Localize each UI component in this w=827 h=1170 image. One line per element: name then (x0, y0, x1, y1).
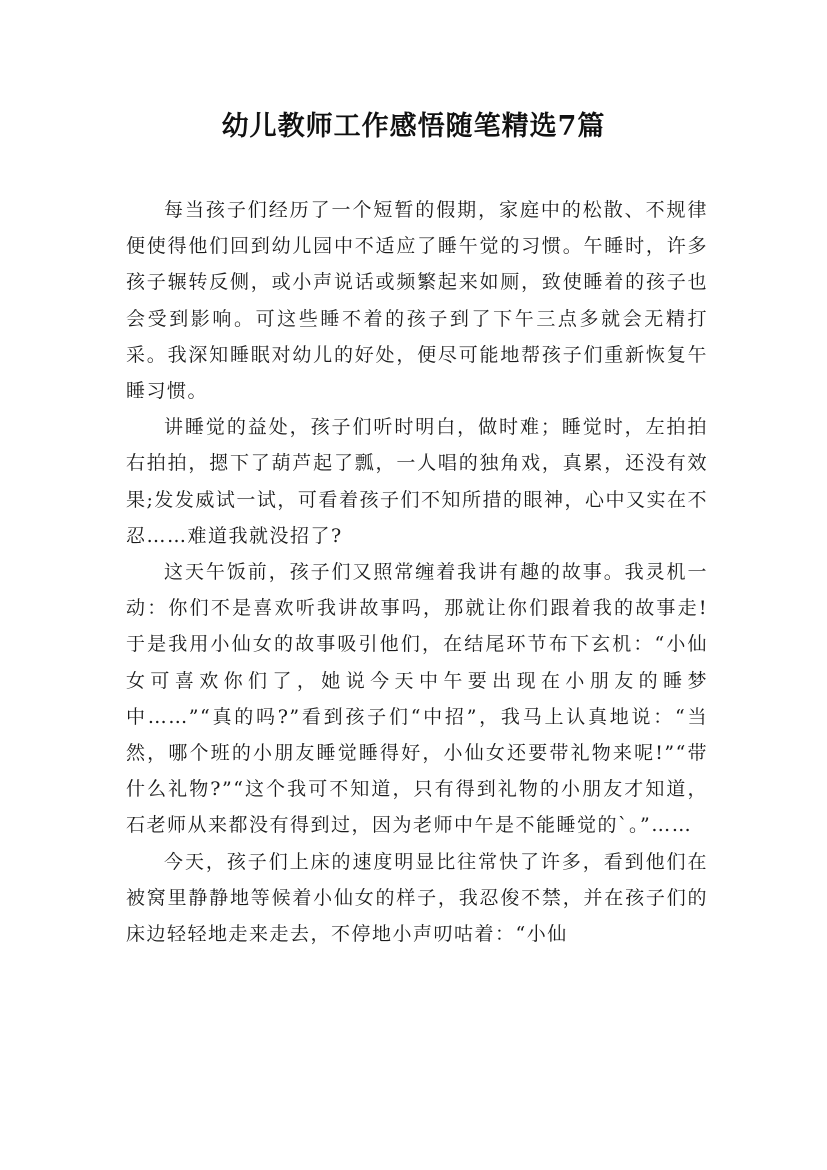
document-title: 幼儿教师工作感悟随笔精选7篇 (221, 111, 606, 142)
paragraph: 今天，孩子们上床的速度明显比往常快了许多，看到他们在被窝里静静地等候着小仙女的样子，我忍俊不禁，并在孩子们的床边轻轻地走来走去，不停地小声叨咕着：“小仙 (126, 850, 708, 946)
paragraph: 这天午饭前，孩子们又照常缠着我讲有趣的故事。我灵机一动：你们不是喜欢听我讲故事吗，那就让你们跟着我的故事走!于是我用小仙女的故事吸引他们，在结尾环节布下玄机：“小仙女可喜欢你们了，她说今天中午要出现在小朋友的睡梦中……”“真的吗?”看到孩子们“中招”，我马上认真地说：“当然，哪个班的小朋友睡觉睡得好，小仙女还要带礼物来呢!”“带什么礼物?”“这个我可不知道，只有得到礼物的小朋友才知道，石老师从来都没有得到过，因为老师中午是不能睡觉的`。”…… (126, 561, 708, 837)
document-body (126, 192, 708, 952)
paragraph: 每当孩子们经历了一个短暂的假期，家庭中的松散、不规律便使得他们回到幼儿园中不适应了睡午觉的习惯。午睡时，许多孩子辗转反侧，或小声说话或频繁起来如厕，致使睡着的孩子也会受到影响。可这些睡不着的孩子到了下午三点多就会无精打采。我深知睡眠对幼儿的好处，便尽可能地帮孩子们重新恢复午睡习惯。 (126, 199, 708, 403)
paragraph: 讲睡觉的益处，孩子们听时明白，做时难；睡觉时，左拍拍右拍拍，摁下了葫芦起了瓢，一人唱的独角戏，真累，还没有效果;发发威试一试，可看着孩子们不知所措的眼神，心中又实在不忍……难道我就没招了? (126, 416, 708, 547)
